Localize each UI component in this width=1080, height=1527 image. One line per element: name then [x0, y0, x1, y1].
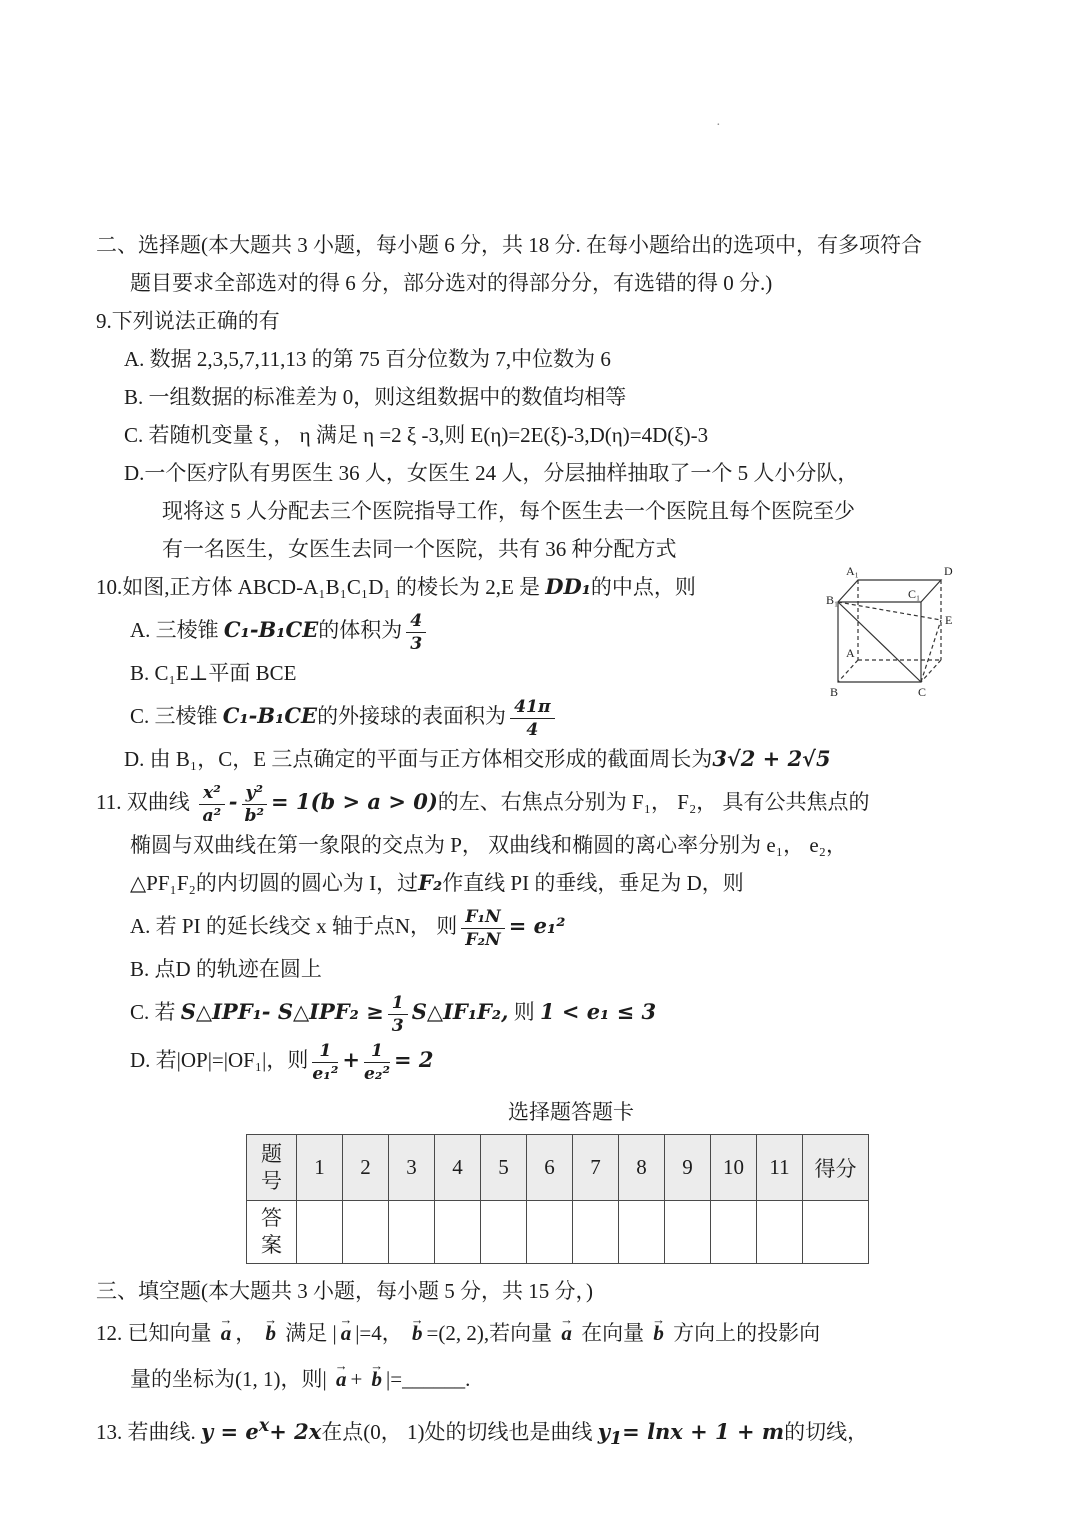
- q9-stem: 9.下列说法正确的有: [96, 309, 280, 333]
- q12-blank: |=______.: [386, 1367, 471, 1391]
- answer-cell-1: [297, 1201, 343, 1264]
- q10-stem: [96, 568, 1026, 606]
- q10-option-a: [96, 606, 1026, 654]
- score-label: 得分: [803, 1135, 869, 1201]
- page-content: [96, 226, 1026, 1463]
- answer-cell-6: [527, 1201, 573, 1264]
- cube-label-e: E: [945, 613, 953, 627]
- q12-text2: ，: [235, 1321, 262, 1345]
- q12-text8: 量的坐标为(1, 1)，则|: [130, 1367, 332, 1391]
- cube-label-b1: B₁: [826, 593, 839, 607]
- q12-text1: 12. 已知向量: [96, 1321, 217, 1345]
- q10-option-d: [96, 740, 1026, 778]
- q13-subscript: 1: [609, 1429, 623, 1450]
- q11-minus: -: [228, 789, 238, 814]
- section2-header-line1: 二、选择题(本大题共 3 小题，每小题 6 分，共 18 分. 在每小题给出的选项中，有多项符合: [96, 233, 922, 257]
- q10-c-text2: 的外接球的表面积为: [317, 704, 507, 728]
- answer-card-table: [246, 1134, 869, 1264]
- answer-label: 答案: [247, 1201, 297, 1264]
- col-4: 4: [435, 1135, 481, 1201]
- answer-cell-2: [343, 1201, 389, 1264]
- q10-a-fraction: $\frac{4}{3}$: [406, 612, 426, 653]
- section2-header-line2: 题目要求全部选对的得 6 分，部分选对的得部分分，有选错的得 0 分.): [130, 271, 773, 295]
- q12-text3: 满足 |: [280, 1321, 337, 1345]
- q11-c-math1: S△IPF₁- S△IPF₂ ≥: [180, 999, 384, 1024]
- q13-math2: $y_1= \ln x + 1 + m$: [597, 1419, 785, 1450]
- answer-card-answer-row: [247, 1201, 869, 1264]
- q11-d-plus: +: [342, 1047, 360, 1072]
- q11-stem3-math: F₂: [418, 870, 443, 895]
- q10-a-math: C₁-B₁CE: [223, 617, 319, 642]
- q10-option-b: B. C₁E⊥平面 BCE: [130, 661, 297, 685]
- q10-c-fraction: $\frac{41\pi}{4}$: [510, 698, 555, 739]
- q9-option-c: C. 若随机变量 ξ ， η 满足 η =2 ξ -3,则 E(η)=2E(ξ)-3,D(η)=4D(ξ)-3: [124, 423, 709, 447]
- q11-condition: (b > a > 0): [310, 789, 438, 814]
- q13-math1: $y = e^x+ 2x$: [201, 1416, 322, 1444]
- col-6: 6: [527, 1135, 573, 1201]
- q11-a-equals: = e₁²: [508, 913, 566, 938]
- q9-option-a: A. 数据 2,3,5,7,11,13 的第 75 百分位数为 7,中位数为 6: [124, 347, 611, 371]
- q11-d-fraction2: $\frac{1}{\text{e₂²}}$: [363, 1040, 390, 1084]
- q9-option-b: B. 一组数据的标准差为 0，则这组数据中的数值均相等: [124, 385, 627, 409]
- q11-c-math2: S△IF₁F₂,: [411, 999, 509, 1024]
- q12-line1: [96, 1310, 1026, 1356]
- q13-text2: 在点(0， 1)处的切线也是曲线: [321, 1420, 598, 1444]
- answer-cell-3: [389, 1201, 435, 1264]
- q11-a-fraction: $\frac{\text{F₁N}}{\text{F₂N}}$: [461, 908, 504, 949]
- col-9: 9: [665, 1135, 711, 1201]
- q12-text6: 在向量: [575, 1321, 650, 1345]
- col-2: 2: [343, 1135, 389, 1201]
- q11-d-fraction1: $\frac{1}{\text{e₁²}}$: [312, 1040, 339, 1084]
- q11-option-b: B. 点D 的轨迹在圆上: [130, 957, 322, 981]
- q11-option-d: [96, 1036, 1026, 1084]
- vector-a2: → a: [337, 1310, 356, 1356]
- q11-a-text: A. 若 PI 的延长线交 x 轴于点N， 则: [130, 914, 458, 938]
- cube-label-a1: A₁: [846, 564, 859, 578]
- q10-d-text: D. 由 B₁，C，E 三点确定的平面与正方体相交形成的截面周长为: [124, 747, 713, 771]
- q12-text7: 方向上的投影向: [667, 1321, 821, 1345]
- q11-stem3-text2: 作直线 PI 的垂线，垂足为 D，则: [442, 871, 744, 895]
- q11-option-a: [96, 902, 1026, 950]
- q11-stem-line2: 椭圆与双曲线在第一象限的交点为 P， 双曲线和椭圆的离心率分别为 e₁， e₂，: [130, 833, 847, 857]
- vector-a3: → a: [557, 1310, 576, 1356]
- q11-stem-line3: [96, 864, 1026, 902]
- q10-option-c: [96, 692, 1026, 740]
- answer-cell-4: [435, 1201, 481, 1264]
- answer-cell-8: [619, 1201, 665, 1264]
- vector-a: → a: [217, 1310, 236, 1356]
- q12-text5: =(2, 2),若向量: [426, 1321, 558, 1345]
- q11-equals-one: = 1: [271, 789, 311, 814]
- answer-card-title: 选择题答题卡: [508, 1100, 634, 1124]
- q9-option-d-line2: 现将这 5 人分配去三个医院指导工作，每个医生去一个医院且每个医院至少: [162, 499, 855, 523]
- q13-text3: 的切线，: [784, 1420, 869, 1444]
- answer-cell-9: [665, 1201, 711, 1264]
- vector-b4: → b: [368, 1356, 387, 1402]
- q13-line: [96, 1402, 1026, 1463]
- cube-label-a: A: [846, 646, 855, 660]
- q12-text4: |=4，: [355, 1321, 409, 1345]
- q13-text1: 13. 若曲线.: [96, 1420, 201, 1444]
- vector-b: → b: [262, 1310, 281, 1356]
- q11-c-fraction: $\frac{1}{3}$: [388, 994, 408, 1035]
- q12-text9: +: [350, 1367, 368, 1391]
- cube-label-b: B: [830, 685, 839, 699]
- col-11: 11: [757, 1135, 803, 1201]
- q12-line2: [96, 1356, 1026, 1402]
- q9-option-d-line1: D.一个医疗队有男医生 36 人，女医生 24 人，分层抽样抽取了一个 5 人小分队，: [124, 461, 859, 485]
- col-8: 8: [619, 1135, 665, 1201]
- vector-b2: → b: [408, 1310, 427, 1356]
- q11-fraction-x: $\frac{\text{x²}}{\text{a²}}$: [199, 784, 225, 825]
- q10-stem-math: DD₁: [545, 574, 591, 599]
- q11-stem-text: 11. 双曲线: [96, 790, 195, 814]
- q11-stem-line1: [96, 778, 1026, 826]
- answer-cell-10: [711, 1201, 757, 1264]
- q11-c-math3: 1 < e₁ ≤ 3: [539, 999, 657, 1024]
- q11-d-equals: = 2: [393, 1047, 434, 1072]
- q13-exponent: x: [258, 1416, 270, 1436]
- q9-option-d-line3: 有一名医生，女医生去同一个医院，共有 36 种分配方式: [162, 537, 677, 561]
- answer-cell-5: [481, 1201, 527, 1264]
- q10-c-text: C. 三棱锥: [130, 704, 223, 728]
- col-5: 5: [481, 1135, 527, 1201]
- q10-stem-text-end: 的中点，则: [590, 575, 696, 599]
- answer-cell-7: [573, 1201, 619, 1264]
- q10-a-text2: 的体积为: [318, 618, 403, 642]
- cube-label-c1: C₁: [908, 587, 921, 601]
- q10-d-math: 3√2 + 2√5: [712, 746, 831, 771]
- q11-c-text2: 则: [508, 1000, 540, 1024]
- q11-fraction-y: $\frac{\text{y²}}{\text{b²}}$: [242, 784, 268, 825]
- q11-stem3-text: △PF₁F₂的内切圆的圆心为 I，过: [130, 871, 419, 895]
- q11-stem-text2: 的左、右焦点分别为 F₁， F₂， 具有公共焦点的: [437, 790, 870, 814]
- vector-a4: → a: [332, 1356, 351, 1402]
- q10-c-math: C₁-B₁CE: [222, 703, 318, 728]
- q10-stem-text: 10.如图,正方体 ABCD-A₁B₁C₁D₁ 的棱长为 2,E 是: [96, 575, 546, 599]
- col-1: 1: [297, 1135, 343, 1201]
- answer-card-header-row: [247, 1135, 869, 1201]
- col-3: 3: [389, 1135, 435, 1201]
- q11-d-text: D. 若|OP|=|OF₁|，则: [130, 1048, 309, 1072]
- answer-card: [96, 1094, 1026, 1264]
- answer-cell-11: [757, 1201, 803, 1264]
- q11-c-text: C. 若: [130, 1000, 181, 1024]
- stray-dot: ·: [716, 118, 721, 133]
- q10-a-text: A. 三棱锥: [130, 618, 224, 642]
- col-7: 7: [573, 1135, 619, 1201]
- answer-cell-score: [803, 1201, 869, 1264]
- q11-option-c: [96, 988, 1026, 1036]
- cube-label-d1: D: [944, 564, 953, 578]
- cube-label-c: C: [918, 685, 927, 699]
- section3-header: 三、填空题(本大题共 3 小题，每小题 5 分，共 15 分，): [96, 1279, 593, 1303]
- question-number-label: 题号: [247, 1135, 297, 1201]
- vector-b3: → b: [649, 1310, 668, 1356]
- col-10: 10: [711, 1135, 757, 1201]
